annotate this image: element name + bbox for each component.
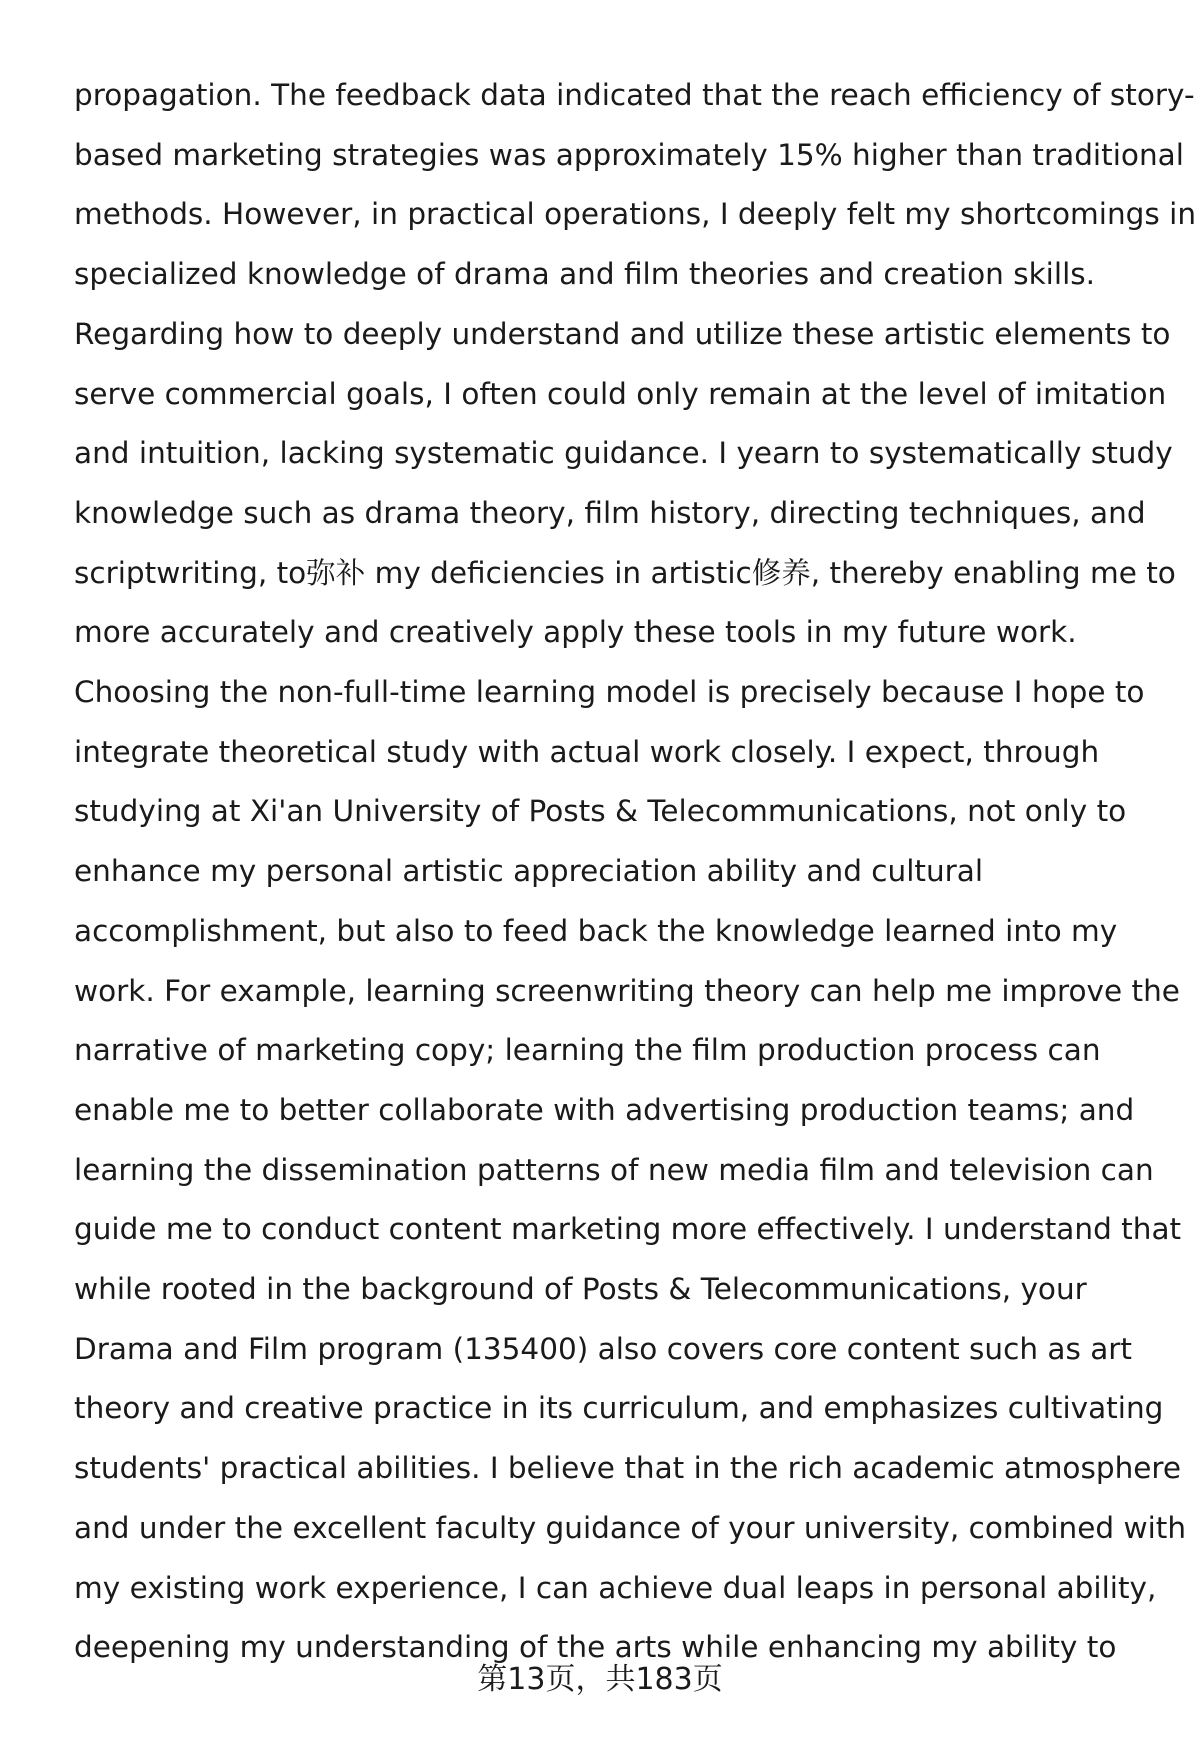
text-line: theory and creative practice in its curriculum, and emphasizes cultivating (74, 1391, 1164, 1426)
text-line: and under the excellent faculty guidance of your university, combined with (74, 1510, 1187, 1545)
page-number: 第13页，共183页 (477, 1662, 723, 1697)
text-line: Drama and Film program (135400) also covers core content such as art (74, 1331, 1132, 1366)
text-line: Choosing the non-full-time learning model is precisely because I hope to (74, 675, 1145, 710)
text-line: students' practical abilities. I believe that in the rich academic atmosphere (74, 1451, 1182, 1486)
text-line: while rooted in the background of Posts & Telecommunications, your (74, 1272, 1087, 1307)
text-line: propagation. The feedback data indicated that the reach efficiency of story- (74, 78, 1195, 112)
text-line: enhance my personal artistic appreciation ability and cultural (74, 854, 984, 889)
text-line: work. For example, learning screenwriting theory can help me improve the (74, 973, 1180, 1008)
text-line: studying at Xi'an University of Posts & Telecommunications, not only to (74, 794, 1127, 829)
text-line: serve commercial goals, I often could only remain at the level of imitation (74, 376, 1167, 411)
text-line: enable me to better collaborate with advertising production teams; and (74, 1092, 1135, 1127)
text-line: integrate theoretical study with actual work closely. I expect, through (74, 734, 1100, 769)
text-line: based marketing strategies was approximately 15% higher than traditional (74, 137, 1184, 172)
text-line: accomplishment, but also to feed back the knowledge learned into my (74, 913, 1118, 948)
body-paragraph (74, 66, 1197, 1678)
text-line: guide me to conduct content marketing more effectively. I understand that (74, 1212, 1182, 1247)
text-line: narrative of marketing copy; learning the film production process can (74, 1033, 1101, 1068)
text-line: more accurately and creatively apply these tools in my future work. (74, 615, 1077, 650)
text-line: scriptwriting, to弥补 my deficiencies in artistic修养, thereby enabling me to (74, 555, 1176, 590)
text-line: specialized knowledge of drama and film theories and creation skills. (74, 257, 1096, 292)
text-line: Regarding how to deeply understand and utilize these artistic elements to (74, 316, 1171, 351)
text-line: learning the dissemination patterns of new media film and television can (74, 1152, 1154, 1187)
text-line: knowledge such as drama theory, film history, directing techniques, and (74, 495, 1146, 530)
text-line: deepening my understanding of the arts while enhancing my ability to (74, 1630, 1117, 1665)
text-line: my existing work experience, I can achieve dual leaps in personal ability, (74, 1570, 1157, 1605)
text-line: methods. However, in practical operations, I deeply felt my shortcomings in (74, 197, 1197, 232)
text-line: and intuition, lacking systematic guidance. I yearn to systematically study (74, 436, 1173, 471)
